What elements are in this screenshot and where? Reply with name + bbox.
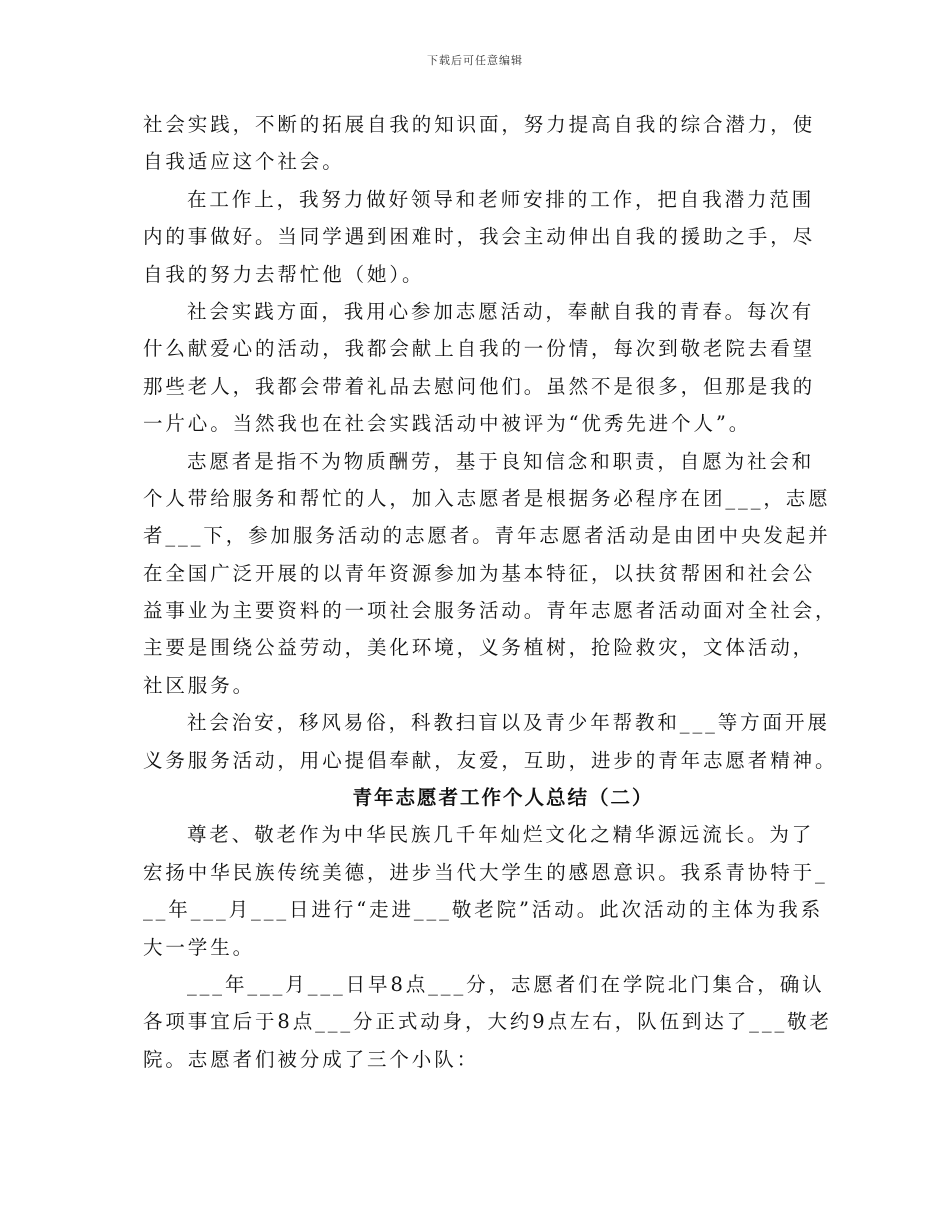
page-header: 下载后可任意编辑 [427,54,523,67]
text-line: 社会实践方面，我用心参加志愿活动，奉献自我的青春。每次有 [187,299,815,323]
text-line: 自我的努力去帮忙他（她）。 [143,262,425,286]
text-line: 主要是围绕公益劳动，美化环境，义务植树，抢险救灾，文体活动， [143,636,816,660]
text-line: 宏扬中华民族传统美德，进步当代大学生的感恩意识。我系青协特于_ [143,860,828,884]
text-line: 社会治安，移风易俗，科教扫盲以及青少年帮教和___等方面开展 [187,711,830,735]
text-line: 院。志愿者们被分成了三个小队： [143,1047,480,1071]
text-line: 志愿者是指不为物质酬劳，基于良知信念和职责，自愿为社会和 [187,449,815,473]
text-line: 尊老、敬老作为中华民族几千年灿烂文化之精华源远流长。为了 [187,823,815,847]
text-line: 社会实践，不断的拓展自我的知识面，努力提高自我的综合潜力，使 [143,113,816,136]
document-body [143,106,838,1078]
text-line: 各项事宜后于8点___分正式动身，大约9点左右，队伍到达了___敬老 [143,1010,832,1034]
text-line: __年___月___日进行“走进___敬老院”活动。此次活动的主体为我系 [143,898,824,922]
text-line: 什么献爱心的活动，我都会献上自我的一份情，每次到敬老院去看望 [143,337,816,361]
text-line: 义务服务活动，用心提倡奉献，友爱，互助，进步的青年志愿者精神。 [143,748,838,772]
text-line: 在工作上，我努力做好领导和老师安排的工作，把自我潜力范围 [187,187,815,211]
text-line: 个人带给服务和帮忙的人，加入志愿者是根据务必程序在团___，志愿 [143,486,831,510]
text-line: 者___下，参加服务活动的志愿者。青年志愿者活动是由团中央发起并 [143,524,831,548]
text-line: 那些老人，我都会带着礼品去慰问他们。虽然不是很多，但那是我的 [143,374,816,398]
text-line: 大一学生。 [143,935,256,959]
section-heading: 青年志愿者工作个人总结（二） [352,786,654,810]
text-line: 在全国广泛开展的以青年资源参加为基本特征，以扶贫帮困和社会公 [143,561,816,585]
text-line: ___年___月___日早8点___分，志愿者们在学院北门集合，确认 [187,972,825,996]
text-line: 一片心。当然我也在社会实践活动中被评为“优秀先进个人”。 [143,412,752,436]
text-line: 自我适应这个社会。 [143,150,345,174]
text-line: 内的事做好。当同学遇到困难时，我会主动伸出自我的援助之手，尽 [143,225,816,249]
text-line: 益事业为主要资料的一项社会服务活动。青年志愿者活动面对全社会， [143,599,838,623]
text-line: 社区服务。 [143,673,256,697]
